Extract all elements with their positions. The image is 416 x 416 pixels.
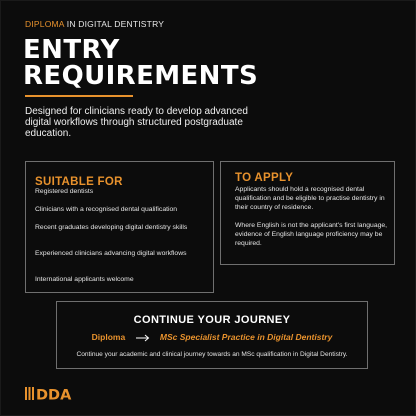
apply-paragraph: Where English is not the applicant's first language, evidence of English language proficiency may be required. [235, 222, 388, 247]
suitable-item: Clinicians with a recognised dental qualification [35, 206, 178, 213]
journey-text: Continue your academic and clinical journey towards an MSc qualification in Digital Dentistry. [76, 351, 348, 358]
suitable-item: International applicants welcome [35, 276, 134, 283]
intro-text: Designed for clinicians ready to develop advanced digital workflows through structured postgraduate education. [25, 106, 248, 139]
suitable-item: Recent graduates developing digital dentistry skills [35, 224, 188, 231]
page-title [23, 37, 258, 89]
journey-panel [56, 301, 368, 369]
eyebrow [25, 19, 164, 29]
arrow-right-icon [136, 334, 150, 342]
apply-paragraph: Applicants should hold a recognised dental qualification and be eligible to practise dentistry in their country of residence. [235, 186, 385, 211]
to-apply-title: TO APPLY [235, 172, 294, 184]
suitable-item: Registered dentists [35, 188, 94, 195]
suitable-for-panel [25, 161, 214, 293]
accent-divider [25, 95, 133, 97]
to-apply-panel [220, 161, 395, 265]
page-title-line-2: REQUIREMENTS [23, 61, 259, 91]
progression-path [57, 332, 367, 342]
page-title-line-1: ENTRY [23, 35, 120, 65]
logo-text: DDA [36, 387, 72, 401]
eyebrow-rest: IN DIGITAL DENTISTRY [64, 19, 165, 29]
suitable-for-title: SUITABLE FOR [35, 176, 123, 188]
suitable-item: Experienced clinicians advancing digital workflows [35, 250, 187, 257]
progression-from: Diploma [91, 332, 126, 342]
eyebrow-accent: DIPLOMA [25, 19, 65, 29]
journey-title: CONTINUE YOUR JOURNEY [133, 314, 291, 326]
progression-to: MSc Specialist Practice in Digital Dentistry [159, 332, 333, 342]
dda-logo-icon [25, 386, 85, 401]
